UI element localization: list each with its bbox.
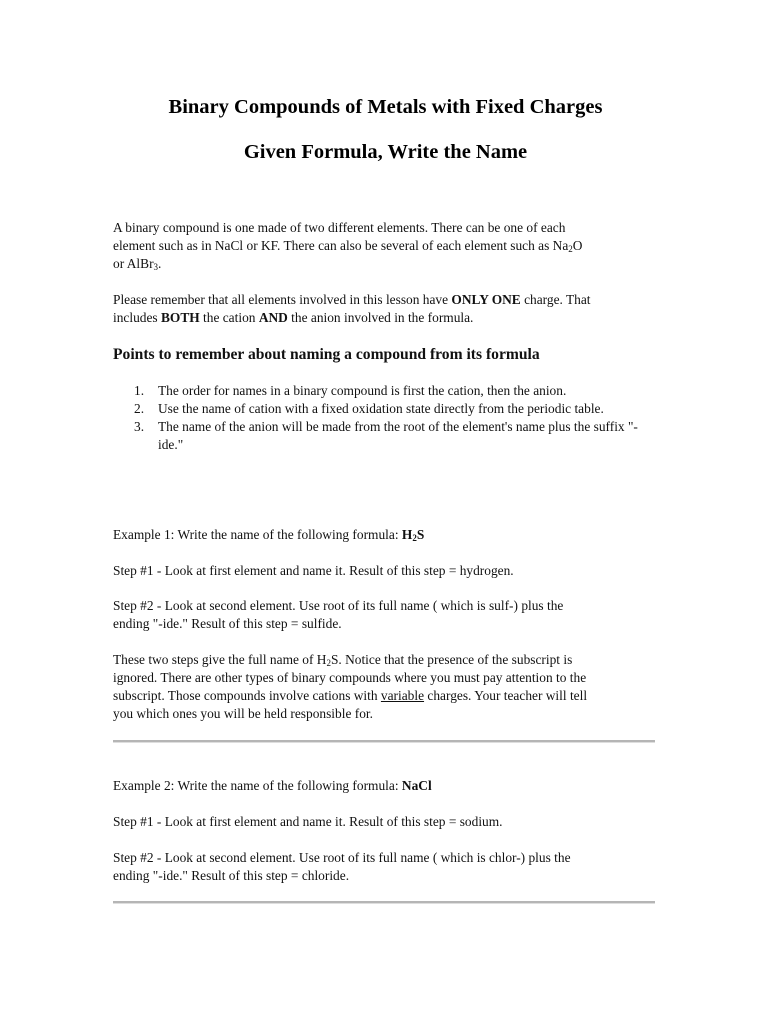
both-emphasis: BOTH	[160, 310, 200, 325]
and-emphasis: AND	[258, 310, 288, 325]
example1-step2: Step #2 - Look at second element. Use root of its full name ( which is sulf-) plus the ending "-ide." Result of this step = sulfide.	[113, 598, 564, 631]
example2-step1: Step #1 - Look at first element and name it. Result of this step = sodium.	[113, 814, 503, 829]
section-divider	[113, 901, 655, 904]
points-heading: Points to remember about naming a compound from its formula	[113, 346, 540, 363]
list-item: 2. Use the name of cation with a fixed oxidation state directly from the periodic table.	[134, 401, 604, 416]
points-list	[113, 382, 653, 454]
intro-line-1: A binary compound is one made of two different elements. There can be one of each	[113, 220, 566, 235]
only-one-emphasis: ONLY ONE	[451, 292, 521, 307]
page-title: Binary Compounds of Metals with Fixed Charges	[168, 96, 603, 118]
example1-note: These two steps give the full name of $H_2S$. Notice that the presence of the subscript is ignored. There are other types of binary compounds where you must pay attention to the subscript. Those compounds involve cations with variable charges. Your teacher will tell you which ones you will be held responsible for.	[113, 652, 588, 721]
intro-line-3: or AlBr$_3$.	[113, 256, 162, 272]
charge-note-paragraph: Please remember that all elements involved in this lesson have ONLY ONE charge. That includes BOTH the cation AND the anion involved in the formula.	[113, 292, 591, 325]
example2-prompt: Example 2: Write the name of the following formula: NaCl	[113, 778, 432, 793]
list-item: 3. The name of the anion will be made from the root of the element's name plus the suffix "-ide."	[134, 419, 638, 452]
section-divider	[113, 740, 655, 743]
intro-paragraph	[113, 219, 653, 273]
example2-formula: NaCl	[401, 778, 432, 793]
list-item: 1. The order for names in a binary compound is first the cation, then the anion.	[134, 383, 567, 398]
page-subtitle: Given Formula, Write the Name	[243, 141, 528, 163]
intro-line-2: element such as in NaCl or KF. There can also be several of each element such as $Na_2O$	[113, 238, 583, 254]
variable-underline: variable	[380, 688, 425, 703]
example2-step2: Step #2 - Look at second element. Use root of its full name ( which is chlor-) plus the ending "-ide." Result of this step = chloride.	[113, 850, 571, 883]
example1-formula: $H_2S$	[401, 527, 425, 543]
example1-prompt: Example 1: Write the name of the following formula: $H_2S$	[113, 527, 425, 543]
example1-step1: Step #1 - Look at first element and name it. Result of this step = hydrogen.	[113, 563, 514, 578]
